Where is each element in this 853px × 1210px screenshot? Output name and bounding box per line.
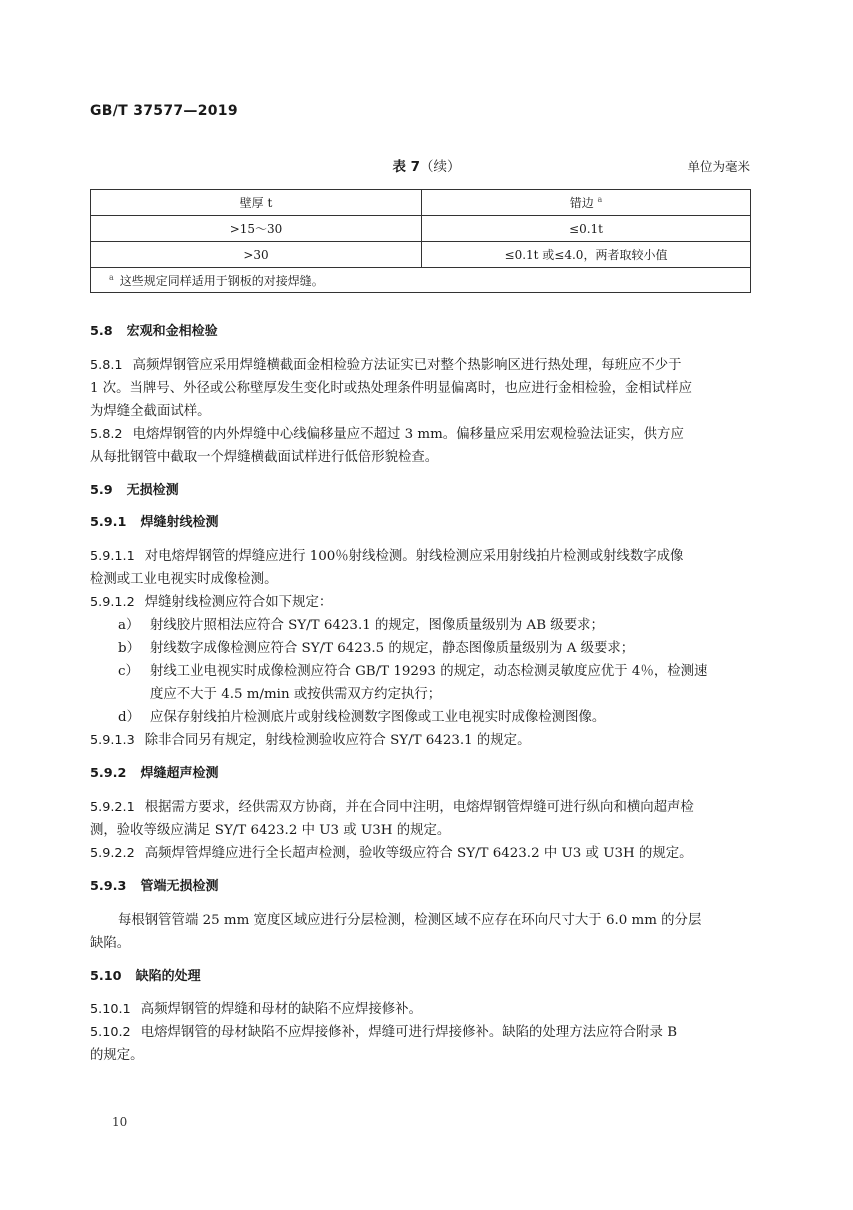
list-text: 应保存射线拍片检测底片或射线检测数字图像或工业电视实时成像检测图像。 <box>150 710 606 725</box>
list-text: 射线工业电视实时成像检测应符合 GB/T 19293 的规定，动态检测灵敏度应优于 4％，检测速 <box>150 664 708 679</box>
clause-5-9-1-1 <box>90 546 752 568</box>
list-marker: d） <box>118 710 140 725</box>
section-number: 5.10 <box>90 969 122 984</box>
cell-offset: ≤0.1t <box>422 216 751 242</box>
clause-5-9-2-2 <box>90 843 752 865</box>
clause-5-9-2-1 <box>90 797 752 819</box>
section-title: 焊缝射线检测 <box>140 515 219 530</box>
section-title: 管端无损检测 <box>140 879 219 894</box>
clause-text-line: 缺陷。 <box>90 936 131 951</box>
section-number: 5.9.1 <box>90 515 127 530</box>
clause-text-line: 的规定。 <box>90 1048 144 1063</box>
clause-text-line: 1 次。当牌号、外径或公称壁厚发生变化时或热处理条件明显偏离时，也应进行金相检验，金相试样应 <box>90 381 692 396</box>
clause-text-line: 从每批钢管中截取一个焊缝横截面试样进行低倍形貌检查。 <box>90 450 439 465</box>
clause-number: 5.8.2 <box>90 427 123 442</box>
standard-code: GB/T 37577—2019 <box>90 103 238 119</box>
header-thickness <box>91 190 422 216</box>
section-heading-5-9-1 <box>90 512 752 534</box>
clause-number: 5.9.2.2 <box>90 846 135 861</box>
clause-5-9-1-3 <box>90 730 752 752</box>
header-offset-note-mark: a <box>597 195 603 204</box>
cell-thickness: >15～30 <box>91 216 422 242</box>
table-row <box>91 216 751 242</box>
header-offset-text: 错边 <box>569 196 594 210</box>
clause-text: 对电熔焊钢管的焊缝应进行 100％射线检测。射线检测应采用射线拍片检测或射线数字成像 <box>144 549 684 564</box>
section-title: 缺陷的处理 <box>135 969 201 984</box>
page-number: 10 <box>112 1115 128 1129</box>
cell-offset: ≤0.1t 或≤4.0，两者取较小值 <box>422 242 751 268</box>
list-item-d <box>118 707 780 729</box>
list-marker: a） <box>118 618 140 633</box>
table-header-row <box>91 190 751 216</box>
section-number: 5.8 <box>90 324 113 339</box>
clause-5-10-2 <box>90 1022 752 1044</box>
section-heading-5-10 <box>90 966 752 988</box>
table-continued: （续） <box>420 159 461 175</box>
clause-text-line: 每根钢管管端 25 mm 宽度区域应进行分层检测，检测区域不应存在环向尺寸大于 6.0 mm 的分层 <box>118 913 702 928</box>
section-number: 5.9.2 <box>90 766 127 781</box>
clause-5-9-1-2 <box>90 592 752 614</box>
clause-text: 高频焊管焊缝应进行全长超声检测，验收等级应符合 SY/T 6423.2 中 U3 或 U3H 的规定。 <box>144 846 693 861</box>
clause-number: 5.8.1 <box>90 358 123 373</box>
clause-text: 电熔焊钢管的母材缺陷不应焊接修补，焊缝可进行焊接修补。缺陷的处理方法应符合附录 B <box>140 1025 678 1040</box>
table-row <box>91 242 751 268</box>
clause-number: 5.10.1 <box>90 1002 131 1017</box>
list-item-c <box>118 661 780 683</box>
clause-5-10-1 <box>90 999 752 1021</box>
clause-number: 5.9.2.1 <box>90 800 135 815</box>
section-title: 无损检测 <box>126 483 179 498</box>
section-title: 宏观和金相检验 <box>126 324 218 339</box>
clause-text-line: 为焊缝全截面试样。 <box>90 404 211 419</box>
list-text-continued: 度应不大于 4.5 m/min 或按供需双方约定执行； <box>150 687 442 702</box>
table-7 <box>90 189 751 293</box>
section-heading-5-9-3 <box>90 876 752 898</box>
clause-text-line: 检测或工业电视实时成像检测。 <box>90 572 278 587</box>
list-marker: c） <box>118 664 139 679</box>
clause-number: 5.9.1.3 <box>90 733 135 748</box>
list-marker: b） <box>118 641 140 656</box>
list-text: 射线数字成像检测应符合 SY/T 6423.5 的规定，静态图像质量级别为 A 级要求； <box>150 641 635 656</box>
clause-number: 5.9.1.2 <box>90 595 135 610</box>
list-item-a <box>118 615 780 637</box>
table-note-text: 这些规定同样适用于钢板的对接焊缝。 <box>119 273 324 288</box>
clause-number: 5.9.1.1 <box>90 549 135 564</box>
clause-text: 根据需方要求，经供需双方协商，并在合同中注明，电熔焊钢管焊缝可进行纵向和横向超声检 <box>144 800 694 815</box>
clause-5-8-2 <box>90 424 752 446</box>
clause-text: 高频焊钢管应采用焊缝横截面金相检验方法证实已对整个热影响区进行热处理，每班应不少于 <box>132 358 682 373</box>
clause-text: 电熔焊钢管的内外焊缝中心线偏移量应不超过 3 mm。偏移量应采用宏观检验法证实，供方应 <box>132 427 684 442</box>
clause-text-line: 测，验收等级应满足 SY/T 6423.2 中 U3 或 U3H 的规定。 <box>90 823 451 838</box>
cell-thickness: >30 <box>91 242 422 268</box>
table-note-mark: a <box>109 272 114 282</box>
section-heading-5-9-2 <box>90 763 752 785</box>
table-unit: 单位为毫米 <box>687 159 750 174</box>
clause-text: 高频焊钢管的焊缝和母材的缺陷不应焊接修补。 <box>140 1002 422 1017</box>
section-heading-5-8 <box>90 321 752 343</box>
list-item-b <box>118 638 780 660</box>
list-text: 射线胶片照相法应符合 SY/T 6423.1 的规定，图像质量级别为 AB 级要求； <box>150 618 604 633</box>
header-thickness-text: 壁厚 t <box>239 196 273 210</box>
header-offset <box>422 190 751 216</box>
section-heading-5-9 <box>90 480 752 502</box>
table-note-row <box>91 268 751 293</box>
clause-5-8-1 <box>90 355 752 377</box>
table-note <box>91 268 751 293</box>
section-title: 焊缝超声检测 <box>140 766 219 781</box>
clause-number: 5.10.2 <box>90 1025 131 1040</box>
clause-text: 焊缝射线检测应符合如下规定： <box>144 595 333 610</box>
table-label: 表 7 <box>392 159 421 175</box>
section-number: 5.9.3 <box>90 879 127 894</box>
section-number: 5.9 <box>90 483 113 498</box>
clause-text: 除非合同另有规定，射线检测验收应符合 SY/T 6423.1 的规定。 <box>144 733 531 748</box>
